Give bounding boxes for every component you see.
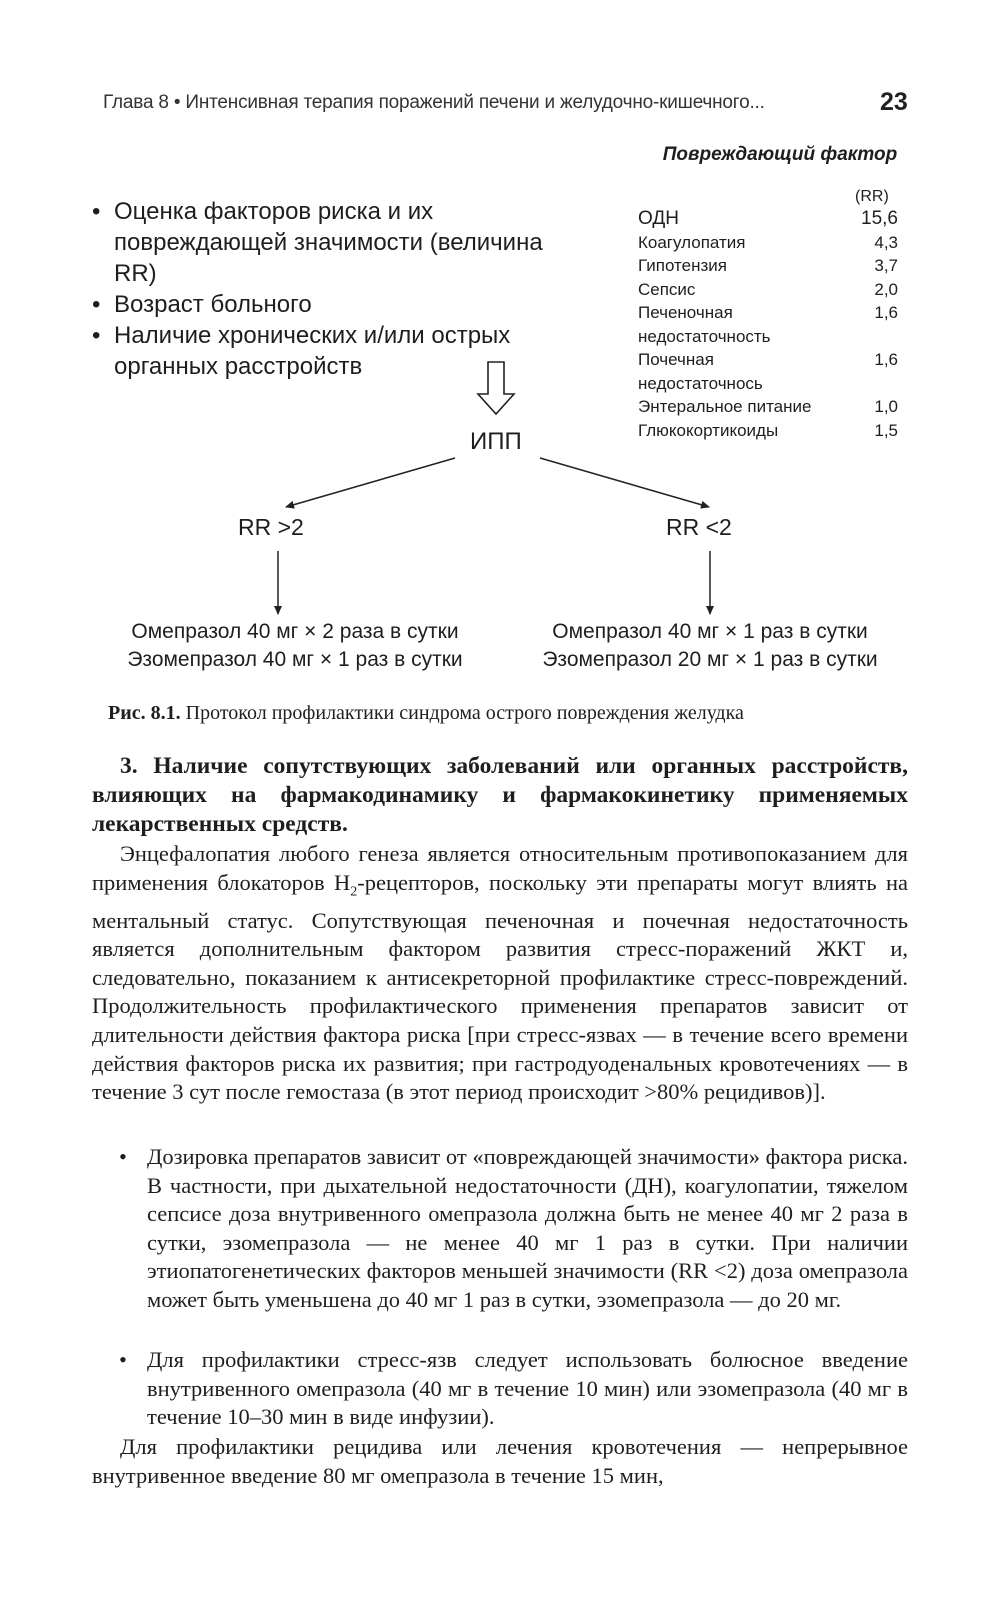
risk-assessment-list (92, 196, 562, 382)
ppi-node: ИПП (470, 428, 522, 455)
risk-bullet-3: • Наличие хронических и/или острых органных расстройств (92, 320, 562, 382)
factor-row (638, 278, 898, 302)
page-number: 23 (880, 88, 908, 116)
factor-name: Почечная недостаточнось (638, 350, 763, 393)
factor-rr: 3,7 (874, 256, 898, 275)
risk-bullet-1: • Оценка факторов риска и их повреждающей значимости (величина RR) (92, 196, 562, 289)
caption-text: Протокол профилактики синдрома острого повреждения желудка (180, 702, 744, 724)
factor-table-title: Повреждающий фактор (662, 144, 898, 165)
factor-name: ОДН (638, 208, 679, 229)
body-paragraph-2: Для профилактики рецидива или лечения кровотечения — непрерывное внутривенное введение 80 мг омепразола в течение 15 мин, (92, 1434, 908, 1488)
factor-name: Коагулопатия (638, 232, 746, 252)
risk-bullet-2: • Возраст больного (92, 289, 562, 320)
caption-label: Рис. 8.1. (108, 702, 181, 724)
factor-rr: 1,6 (874, 303, 898, 322)
running-head: Глава 8 • Интенсивная терапия поражений печени и желудочно-кишечного... (103, 92, 765, 113)
factor-rr: 2,0 (874, 279, 898, 299)
figure-caption (108, 702, 744, 725)
factor-table (638, 207, 898, 442)
factor-name: Глюкокортикоиды (638, 420, 779, 440)
factor-name: Печеночная недостаточность (638, 303, 771, 346)
dose-line: Омепразол 40 мг × 1 раз в сутки (552, 620, 868, 643)
para1-part-a: Энцефалопатия любого генеза является относительным противопоказанием для применения блокаторов Н (92, 841, 908, 895)
bullet-text: Дозировка препаратов зависит от «повреждающей значимости» фактора риска. В частности, при дыхательной недостаточности (ДН), коагулопатии, тяжелом сепсисе доза внутривенного омепразола должна быть не менее 40 мг 2 раза в сутки, эзомепразола — не менее 40 мг 1 раз в сутки. При наличии этиопатогенетических факторов меньшей значимости (RR <2) доза омепразола может быть уменьшена до 40 мг 1 раз в сутки, эзомепразола — до 20 мг. (147, 1144, 908, 1312)
rr-low-node: RR <2 (666, 514, 732, 540)
body-bullet-2 (115, 1346, 908, 1432)
arrow-to-right-branch (540, 458, 709, 507)
body-bullet-1 (115, 1143, 908, 1315)
low-risk-dosing (510, 618, 910, 674)
rr-column-header: (RR) (855, 188, 889, 205)
factor-name: Сепсис (638, 279, 696, 299)
factor-rr: 4,3 (874, 232, 898, 252)
bullet-text: Для профилактики стресс-язв следует использовать болюсное введение внутривенного омепразола (40 мг в течение 10 мин) или эзомепразола (40 мг в течение 10–30 мин в виде инфузии). (147, 1347, 908, 1430)
bullet-dot-icon: • (119, 1347, 127, 1372)
subscript-2: 2 (350, 884, 358, 900)
factor-row (638, 207, 898, 231)
high-risk-dosing (100, 618, 490, 674)
para1-part-b: -рецепторов, поскольку эти препараты могут влиять на ментальный статус. Сопутствующая печеночная и почечная недостаточность является дополнительным фактором развития стресс-поражений ЖКТ и, следовательно, показанием к антисекреторной профилактике стресс-повреждений. Продолжительность профилактического применения препаратов зависит от длительности действия фактора риска [при стресс-язвах — в течение всего времени действия факторов риска их развития; при гастродуоденальных кровотечениях — в течение 3 сут после гемостаза (в этот период происходит >80% рецидивов)]. (92, 869, 908, 1105)
arrow-to-left-branch (286, 458, 455, 507)
factor-row (638, 254, 898, 278)
factor-name: Гипотензия (638, 256, 727, 275)
factor-name: Энтеральное питание (638, 397, 812, 416)
bullet-dot-icon: • (119, 1144, 127, 1169)
dose-line: Эзомепразол 20 мг × 1 раз в сутки (542, 648, 878, 671)
body-paragraph-1 (92, 840, 908, 1107)
factor-rr: 1,0 (874, 397, 898, 416)
dose-line: Эзомепразол 40 мг × 1 раз в сутки (127, 648, 463, 671)
factor-rr: 1,5 (874, 420, 898, 440)
factor-row (638, 348, 898, 395)
factor-row (638, 419, 898, 443)
rr-high-node: RR >2 (238, 514, 304, 540)
factor-rr: 1,6 (874, 350, 898, 369)
factor-row (638, 395, 898, 419)
factor-rr: 15,6 (861, 208, 898, 229)
factor-row (638, 231, 898, 255)
dose-line: Омепразол 40 мг × 2 раза в сутки (131, 620, 459, 643)
section-heading: 3. Наличие сопутствующих заболеваний или органных расстройств, влияющих на фармакодинамику и фармакокинетику применяемых лекарственных средств. (92, 753, 908, 837)
factor-row (638, 301, 898, 348)
